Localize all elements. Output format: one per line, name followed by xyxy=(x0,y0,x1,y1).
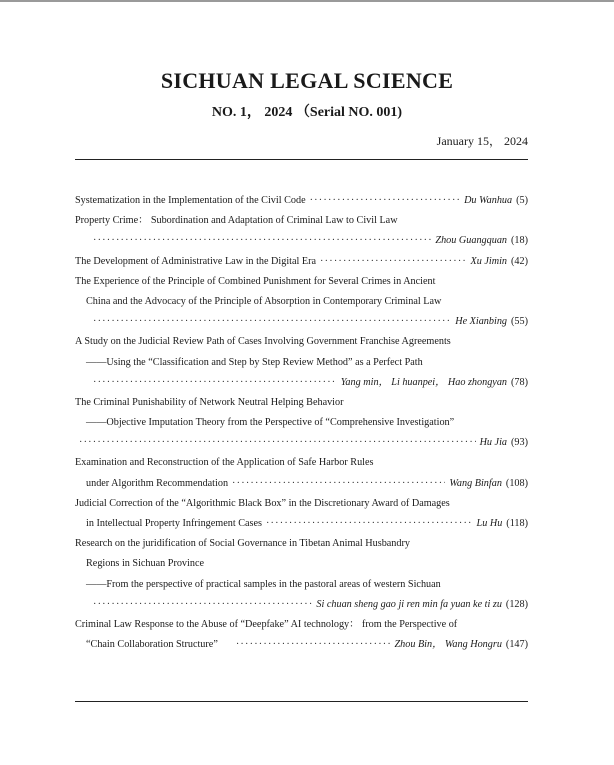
dot-leader xyxy=(93,373,337,393)
toc-title-line: Property Crime： Subordination and Adaptation of Criminal Law to Civil Law xyxy=(75,215,398,227)
toc-page: (108) xyxy=(505,477,528,489)
toc-author: Xu Jimin xyxy=(470,255,508,267)
toc-author: Zhou Guangquan xyxy=(435,235,508,247)
toc-page: (78) xyxy=(511,376,528,388)
toc-entry-9-subtitle xyxy=(75,575,528,595)
toc-author: Lu Hu xyxy=(476,518,503,529)
toc-entry-6-leader xyxy=(75,433,528,453)
toc-entry-8-cont xyxy=(75,514,528,534)
table-of-contents xyxy=(75,191,528,655)
toc-author: Si chuan sheng gao ji ren min fa yuan ke ti zu xyxy=(316,598,502,610)
toc-entry-6-subtitle xyxy=(75,413,528,433)
toc-entry-4-leader xyxy=(75,312,528,332)
toc-subtitle-line: ——Objective Imputation Theory from the Perspective of “Comprehensive Investigation” xyxy=(86,417,455,429)
toc-page: (128) xyxy=(505,598,528,610)
toc-author: Hu Jia xyxy=(479,437,508,449)
toc-entry-5-leader xyxy=(75,373,528,393)
toc-entry-9[interactable] xyxy=(75,534,528,554)
issue-number: NO. 1， 2024 （Serial NO. 001) xyxy=(211,105,403,120)
toc-subtitle-line: ——Using the “Classification and Step by Step Review Method” as a Perfect Path xyxy=(86,356,423,368)
toc-page: (5) xyxy=(516,195,528,206)
issue-date: January 15， 2024 xyxy=(436,134,528,148)
dot-leader xyxy=(310,191,460,211)
toc-entry-5-subtitle xyxy=(75,353,528,373)
toc-author: Du Wanhua xyxy=(464,195,513,206)
toc-entry-5[interactable] xyxy=(75,332,528,352)
toc-entry-7[interactable] xyxy=(75,453,528,473)
toc-entry-3[interactable] xyxy=(75,252,528,272)
toc-subtitle-line: ——From the perspective of practical samples in the pastoral areas of western Sichuan xyxy=(86,578,441,590)
toc-entry-9-leader xyxy=(75,595,528,615)
toc-title-line: Examination and Reconstruction of the Application of Safe Harbor Rules xyxy=(75,457,374,469)
dot-leader xyxy=(93,595,312,615)
toc-title-line: in Intellectual Property Infringement Cases xyxy=(86,518,262,529)
header-divider xyxy=(75,159,528,160)
dot-leader xyxy=(232,474,445,494)
toc-title-line: Systematization in the Implementation of the Civil Code xyxy=(75,195,306,206)
footer-divider xyxy=(75,701,528,702)
dot-leader xyxy=(79,433,476,453)
toc-entry-2[interactable] xyxy=(75,211,528,231)
toc-title-line: Research on the juridification of Social Governance in Tibetan Animal Husbandry xyxy=(75,538,410,550)
toc-title-line: “Chain Collaboration Structure” xyxy=(86,639,218,651)
toc-author: Wang Binfan xyxy=(449,477,502,489)
toc-page: (55) xyxy=(511,316,528,328)
toc-entry-1[interactable] xyxy=(75,191,528,211)
toc-title-line: The Development of Administrative Law in the Digital Era xyxy=(75,255,317,267)
toc-entry-8[interactable] xyxy=(75,494,528,514)
toc-entry-10-cont xyxy=(75,635,528,655)
toc-title-line: A Study on the Judicial Review Path of Cases Involving Government Franchise Agreements xyxy=(75,336,451,348)
toc-page: (147) xyxy=(505,639,528,651)
dot-leader xyxy=(266,514,473,534)
dot-leader xyxy=(236,635,391,655)
toc-title-line: under Algorithm Recommendation xyxy=(86,477,229,489)
dot-leader xyxy=(93,231,431,251)
toc-page: (42) xyxy=(511,255,528,267)
toc-page: (18) xyxy=(511,235,528,247)
toc-title-line: Regions in Sichuan Province xyxy=(86,558,204,570)
toc-title-line: China and the Advocacy of the Principle of Absorption in Contemporary Criminal Law xyxy=(86,295,442,307)
dot-leader xyxy=(320,252,466,272)
toc-title-line: The Experience of the Principle of Combined Punishment for Several Crimes in Ancient xyxy=(75,275,436,287)
journal-title: SICHUAN LEGAL SCIENCE xyxy=(160,68,454,93)
toc-entry-7-cont xyxy=(75,474,528,494)
toc-title-line: Judicial Correction of the “Algorithmic Black Box” in the Discretionary Award of Damages xyxy=(75,497,450,509)
toc-entry-9-cont xyxy=(75,554,528,574)
toc-page: (118) xyxy=(506,518,528,529)
page-top-border xyxy=(0,0,614,2)
toc-entry-10[interactable] xyxy=(75,615,528,635)
toc-entry-6[interactable] xyxy=(75,393,528,413)
toc-entry-4-cont xyxy=(75,292,528,312)
toc-author: Yang min， Li huanpei， Hao zhongyan xyxy=(340,376,508,388)
toc-entry-4[interactable] xyxy=(75,272,528,292)
toc-author: He Xianbing xyxy=(455,316,508,328)
toc-title-line: Criminal Law Response to the Abuse of “Deepfake” AI technology： from the Perspective of xyxy=(75,618,458,630)
toc-author: Zhou Bin， Wang Hongru xyxy=(394,639,502,651)
toc-entry-2-leader xyxy=(75,231,528,251)
dot-leader xyxy=(93,312,451,332)
toc-title-line: The Criminal Punishability of Network Neutral Helping Behavior xyxy=(75,396,344,408)
toc-page: (93) xyxy=(511,437,528,449)
